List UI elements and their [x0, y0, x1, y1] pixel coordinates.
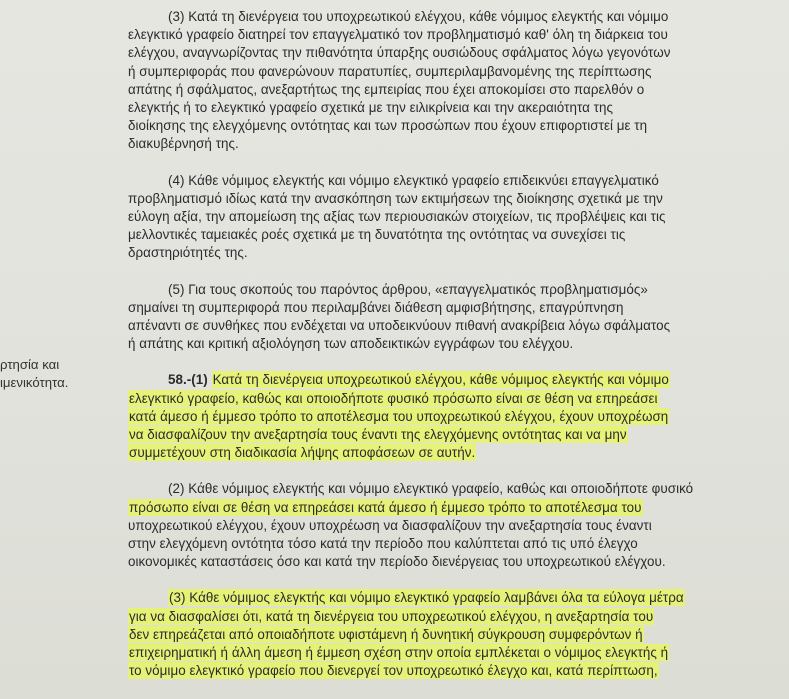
- text-line: οικονομικές καταστάσεις όσο και κατά την περίοδο διενέργειας του υποχρεωτικού ελέγχου.: [128, 554, 666, 570]
- margin-note-line: ιμενικότητα.: [0, 375, 69, 390]
- highlighted-text: το νόμιμο ελεγκτικό γραφείο που διενεργεί τον υποχρεωτικό έλεγχο και, κατά περίπτωση,: [129, 663, 658, 679]
- text-line: προβληματισμό ιδίως κατά την ανασκόπηση των εκτιμήσεων της διοίκησης σχετικά με την: [128, 190, 663, 206]
- text-line: [128, 408, 756, 426]
- text-line: σημαίνει τη συμπεριφορά που περιλαμβάνει διάθεση αμφισβήτησης, επαγρύπνηση: [128, 299, 624, 315]
- text-line: [128, 662, 756, 680]
- text-line: υποχρεωτικού ελέγχου, έχουν υποχρέωση να διασφαλίζουν την ανεξαρτησία τους έναντι: [128, 517, 652, 533]
- text-line: ελεγκτής ή το ελεγκτικό γραφείο σχετικά με την ειλικρίνεια και την ακεραιότητα της: [128, 100, 613, 116]
- highlighted-text: επιχειρηματική ή άλλη άμεση ή έμμεση σχέση στην οποία εμπλέκεται ο νόμιμος ελεγκτής ή: [129, 645, 669, 661]
- text-line: [128, 589, 756, 607]
- highlighted-text: ελεγκτικό γραφείο, καθώς και οποιοδήποτε φυσικό πρόσωπο είναι σε θέση να επηρεάσει: [129, 390, 658, 406]
- paragraph-article-57-5: [128, 281, 756, 354]
- text-line: ελεγκτικό γραφείο διατηρεί τον επαγγελματικό τον προβληματισμό καθ' όλη τη διάρκεια του: [128, 27, 668, 43]
- highlighted-text: δεν επηρεάζεται από οποιαδήποτε υφιστάμενη ή δυνητική σύγκρουση συμφερόντων ή: [129, 626, 643, 642]
- margin-note: [0, 356, 115, 392]
- text-line: (2) Κάθε νόμιμος ελεγκτής και νόμιμο ελεγκτικό γραφείο, καθώς και οποιοδήποτε φυσικό: [168, 481, 694, 497]
- document-body: [128, 8, 756, 699]
- text-line: διοίκησης της ελεγχόμενης οντότητας και των προσώπων που έχουν επιφορτιστεί με τη: [128, 118, 648, 134]
- highlighted-text: κατά άμεσο ή έμμεσο τρόπο το αποτέλεσμα του υποχρεωτικού ελέγχου, έχουν υποχρέωση: [129, 408, 669, 424]
- text-line: [128, 426, 756, 444]
- paragraph-article-58-3: [128, 589, 756, 680]
- text-line: στην ελεγχόμενη οντότητα τόσο κατά την περίοδο που καλύπτεται από τις υπό έλεγχο: [128, 536, 638, 552]
- text-line: απάτης ή σφάλματος, ανεξαρτήτως της εμπειρίας που έχει αποκομίσει στο παρελθόν ο: [128, 81, 645, 97]
- text-line: απέναντι σε συνθήκες που ενδέχεται να υποδεικνύουν πιθανή ανακρίβεια λόγω σφάλματος: [128, 318, 671, 334]
- text-line: [128, 390, 756, 408]
- highlighted-text: να διασφαλίζουν την ανεξαρτησία τους έναντι της ελεγχόμενης οντότητας και να μην: [129, 427, 627, 443]
- text-line: [128, 626, 756, 644]
- text-line: διακυβέρνησή της.: [128, 136, 239, 152]
- paragraph-article-58-1: [128, 371, 756, 462]
- highlighted-text: πρόσωπο είναι σε θέση να επηρεάσει κατά άμεσο ή έμμεσο τρόπο το αποτέλεσμα του: [129, 499, 642, 515]
- text-line: ή συμπεριφοράς που φανερώνουν παρατυπίες, συμπεριλαμβανομένης της περίπτωσης: [128, 63, 652, 79]
- margin-note-line: ρτησία και: [0, 357, 60, 372]
- highlighted-text: συμμετέχουν στη διαδικασία λήψης αποφάσεων σε αυτήν.: [129, 445, 476, 461]
- text-line: (3) Κατά τη διενέργεια του υποχρεωτικού ελέγχου, κάθε νόμιμος ελεγκτής και νόμιμο: [168, 9, 669, 24]
- text-line: (4) Κάθε νόμιμος ελεγκτής και νόμιμο ελεγκτικό γραφείο επιδεικνύει επαγγελματικό: [168, 172, 659, 188]
- highlighted-text: (3) Κάθε νόμιμος ελεγκτής και νόμιμο ελεγκτικό γραφείο λαμβάνει όλα τα εύλογα μέτρα: [169, 590, 684, 606]
- text-line: μελλοντικές ταμειακές ροές σχετικά με τη δυνατότητα της οντότητας να συνεχίσει τις: [128, 227, 626, 243]
- text-line: ελέγχου, αναγνωρίζοντας την πιθανότητα ύπαρξης ουσιώδους σφάλματος λόγω γεγονότων: [128, 45, 671, 61]
- highlighted-text: για να διασφαλίσει ότι, κατά τη διενέργεια του υποχρεωτικού ελέγχου, η ανεξαρτησία του: [129, 608, 654, 624]
- text-line: εύλογη αξία, την απομείωση της αξίας των περιουσιακών στοιχείων, τις προβλέψεις και τις: [128, 209, 666, 225]
- text-line: (5) Για τους σκοπούς του παρόντος άρθρου, «επαγγελματικός προβληματισμός»: [168, 281, 648, 297]
- text-line: [128, 608, 756, 626]
- text-line: δραστηριότητές της.: [128, 245, 248, 261]
- text-line: [128, 444, 756, 462]
- highlighted-text: Κατά τη διενέργεια υποχρεωτικού ελέγχου, κάθε νόμιμος ελεγκτής και νόμιμο: [212, 372, 669, 388]
- text-line: [128, 371, 756, 389]
- paragraph-article-57-4: [128, 172, 756, 263]
- text-line: [128, 499, 756, 517]
- article-number: 58.-(1): [168, 372, 208, 388]
- text-line: [128, 644, 756, 662]
- paragraph-article-58-2: [128, 480, 756, 571]
- paragraph-article-57-3: [128, 8, 756, 154]
- text-line: ή απάτης και κριτική αξιολόγηση των αποδεικτικών εγγράφων του ελέγχου.: [128, 336, 574, 352]
